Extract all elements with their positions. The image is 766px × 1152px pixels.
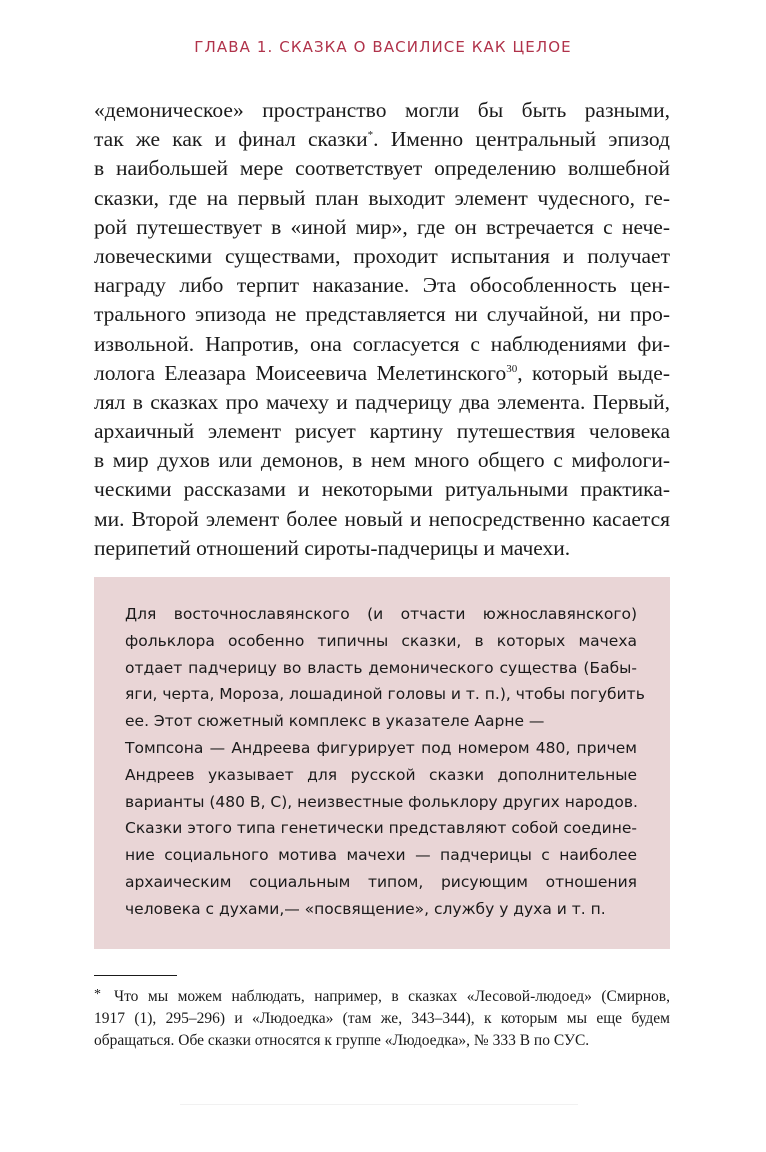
- body-line: рой путешествует в «иной мир», где он встречается с нече-: [94, 214, 670, 239]
- body-line: в мир духов или демонов, в нем много общего с мифологи-: [94, 448, 670, 473]
- body-line: извольной. Напротив, она согласуется с наблюдениями фи-: [94, 331, 670, 356]
- body-line: ми. Второй элемент более новый и непосредственно касается: [94, 506, 670, 531]
- body-line: «демоническое» пространство могли бы быть разными,: [94, 98, 670, 122]
- footnote: [94, 986, 670, 1052]
- callout-line: варианты (480 В, С), неизвестные фольклору других народов.: [125, 792, 638, 811]
- callout-line: архаическим социальным типом, рисующим отношения: [125, 872, 637, 891]
- footnote-marker: *: [94, 987, 101, 1002]
- footnote-line: обращаться. Обе сказки относятся к группе «Людоедка», № 333 В по СУС.: [94, 1032, 590, 1049]
- callout-line: Андреев указывает для русской сказки дополнительные: [125, 765, 637, 784]
- callout-line: Томпсона — Андреева фигурирует под номером 480, причем: [125, 738, 637, 757]
- callout-line: человека с духами,— «посвящение», службу у духа и т. п.: [125, 899, 606, 918]
- body-line: перипетий отношений сироты-падчерицы и мачехи.: [94, 535, 571, 560]
- main-body-text: [94, 96, 670, 563]
- body-line: архаичный элемент рисует картину путешествия человека: [94, 419, 670, 444]
- callout-text: [125, 601, 645, 923]
- body-line: лял в сказках про мачеху и падчерицу два элемента. Первый,: [94, 389, 670, 414]
- callout-line: отдает падчерицу во власть демонического существа (Бабы-: [125, 658, 637, 677]
- endnote-reference[interactable]: 30: [506, 362, 518, 375]
- callout-line: Сказки этого типа генетически представляют собой соедине-: [125, 819, 637, 838]
- footnote-divider: [94, 975, 177, 976]
- body-line-text: . Именно центральный эпизод: [373, 127, 670, 152]
- body-line: трального эпизода не представляется ни случайной, ни про-: [94, 302, 670, 327]
- callout-line: фольклора особенно типичны сказки, в которых мачеха: [125, 631, 637, 650]
- body-line: [94, 125, 670, 154]
- callout-line: ее. Этот сюжетный комплекс в указателе Аарне —: [125, 712, 545, 731]
- body-line: ловеческими существами, проходит испытания и получает: [94, 243, 670, 268]
- body-line: награду либо терпит наказание. Эта обособленность цен-: [94, 273, 670, 298]
- callout-box: [94, 577, 670, 949]
- body-line: в наибольшей мере соответствует определению волшебной: [94, 156, 670, 181]
- footnote-line: Что мы можем наблюдать, например, в сказках «Лесовой-людоед» (Смирнов,: [114, 988, 670, 1005]
- chapter-running-header: ГЛАВА 1. СКАЗКА О ВАСИЛИСЕ КАК ЦЕЛОЕ: [194, 38, 572, 56]
- body-line: [94, 359, 670, 388]
- footnote-reference[interactable]: *: [367, 129, 374, 142]
- body-line-text: , который выде-: [517, 360, 670, 385]
- footnote-line: 1917 (1), 295–296) и «Людоедка» (там же, 343–344), к которым мы еще будем: [94, 1010, 670, 1027]
- body-line-text: так же как и финал сказки: [94, 127, 368, 152]
- body-line: ческими рассказами и некоторыми ритуальными практика-: [94, 477, 670, 502]
- body-line: сказки, где на первый план выходит элемент чудесного, ге-: [94, 185, 670, 210]
- callout-line: ние социального мотива мачехи — падчерицы с наиболее: [125, 846, 637, 865]
- callout-line: Для восточнославянского (и отчасти южнославянского): [125, 605, 637, 623]
- body-line-text: лолога Елеазара Моисеевича Мелетинского: [94, 360, 507, 385]
- page-bottom-divider: [180, 1104, 578, 1105]
- callout-line: яги, черта, Мороза, лошадиной головы и т. п.), чтобы погубить: [125, 685, 645, 704]
